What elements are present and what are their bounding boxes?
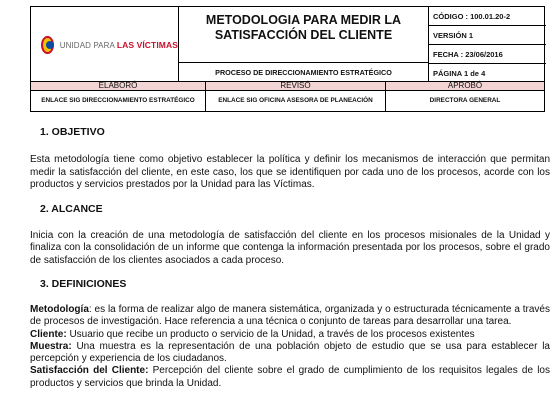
section-text-alcance: Inicia con la creación de una metodología de satisfacción del cliente en los procesos misionales de la Unidad y finaliza con la consolidación de un informe que contenga la información presentada por los procesos, sobre el grado de satisfacción de los clientes asociados a cada proceso. (30, 229, 550, 266)
document-body (30, 120, 550, 390)
title-line-1: METODOLOGIA PARA MEDIR LA (205, 13, 402, 27)
definition-item (30, 365, 550, 390)
process-name: PROCESO DE DIRECCIONAMIENTO ESTRATÉGICO (179, 62, 428, 83)
definition-item (30, 341, 550, 366)
section-text-objetivo: Esta metodología tiene como objetivo establecer la política y definir los mecanismos de interacción que permitan medir la satisfacción del cliente, en este caso, los que se identifiquen por cada uno de los procesos, acorde con los productos y servicios prestados por la Unidad para las Víctimas. (30, 154, 550, 190)
definition-term: Metodología (30, 304, 89, 315)
approval-value-row (31, 91, 544, 111)
section-title-objetivo: 1. OBJETIVO (40, 126, 105, 138)
elaboro-value: ENLACE SIG DIRECCIONAMIENTO ESTRATÉGICO (31, 91, 206, 111)
document-title (179, 13, 428, 43)
aprobo-value: DIRECTORA GENERAL (429, 97, 501, 104)
reviso-value: ENLACE SIG OFICINA ASESORA DE PLANEACIÓN (206, 91, 386, 111)
definition-term: Muestra: (30, 340, 72, 352)
codigo: CÓDIGO : 100.01.20-2 (429, 7, 546, 26)
logo-cell (31, 7, 179, 83)
version: VERSIÓN 1 (429, 26, 546, 45)
approval-table (30, 82, 545, 112)
definition-term: Satisfacción del Cliente: (30, 365, 149, 377)
reviso-header: REVISÓ (206, 82, 386, 90)
elaboro-header: ELABORÓ (31, 82, 206, 90)
definition-text: : es la forma de realizar algo de manera sistemática, organizada y o estructurada técnicamente a través de procesos de investigación. Hace referencia a una técnica o conjunto de tareas para desarrollar una tarea. (30, 304, 550, 328)
pagina: PÁGINA 1 de 4 (433, 69, 486, 78)
document-metadata (429, 7, 546, 83)
aprobo-header: APROBÓ (447, 81, 483, 90)
document-header (30, 6, 545, 82)
fecha: FECHA : 23/06/2016 (429, 45, 546, 64)
definition-text: Una muestra es la representación de una población objeto de estudio que se usa para establecer la percepción y experiencia de los ciudadanos. (30, 340, 550, 365)
definition-item (30, 329, 550, 341)
definition-term: Cliente: (30, 328, 67, 340)
definition-item (30, 304, 550, 329)
title-cell (179, 7, 429, 83)
logo-text: UNIDAD PARA LAS VÍCTIMAS (59, 40, 178, 50)
section-title-definiciones: 3. DEFINICIONES (40, 278, 127, 290)
definition-text: Usuario que recibe un producto o servicio de la Unidad, a través de los procesos existentes (66, 328, 475, 340)
title-line-2: SATISFACCIÓN DEL CLIENTE (214, 28, 393, 42)
approval-header-row (31, 82, 544, 91)
section-title-alcance: 2. ALCANCE (40, 202, 103, 215)
definition-text: Percepción del cliente sobre el grado de cumplimiento de los requisitos legales de los productos y servicios que brinda la Unidad. (30, 365, 550, 389)
coat-of-arms-icon (41, 36, 54, 54)
